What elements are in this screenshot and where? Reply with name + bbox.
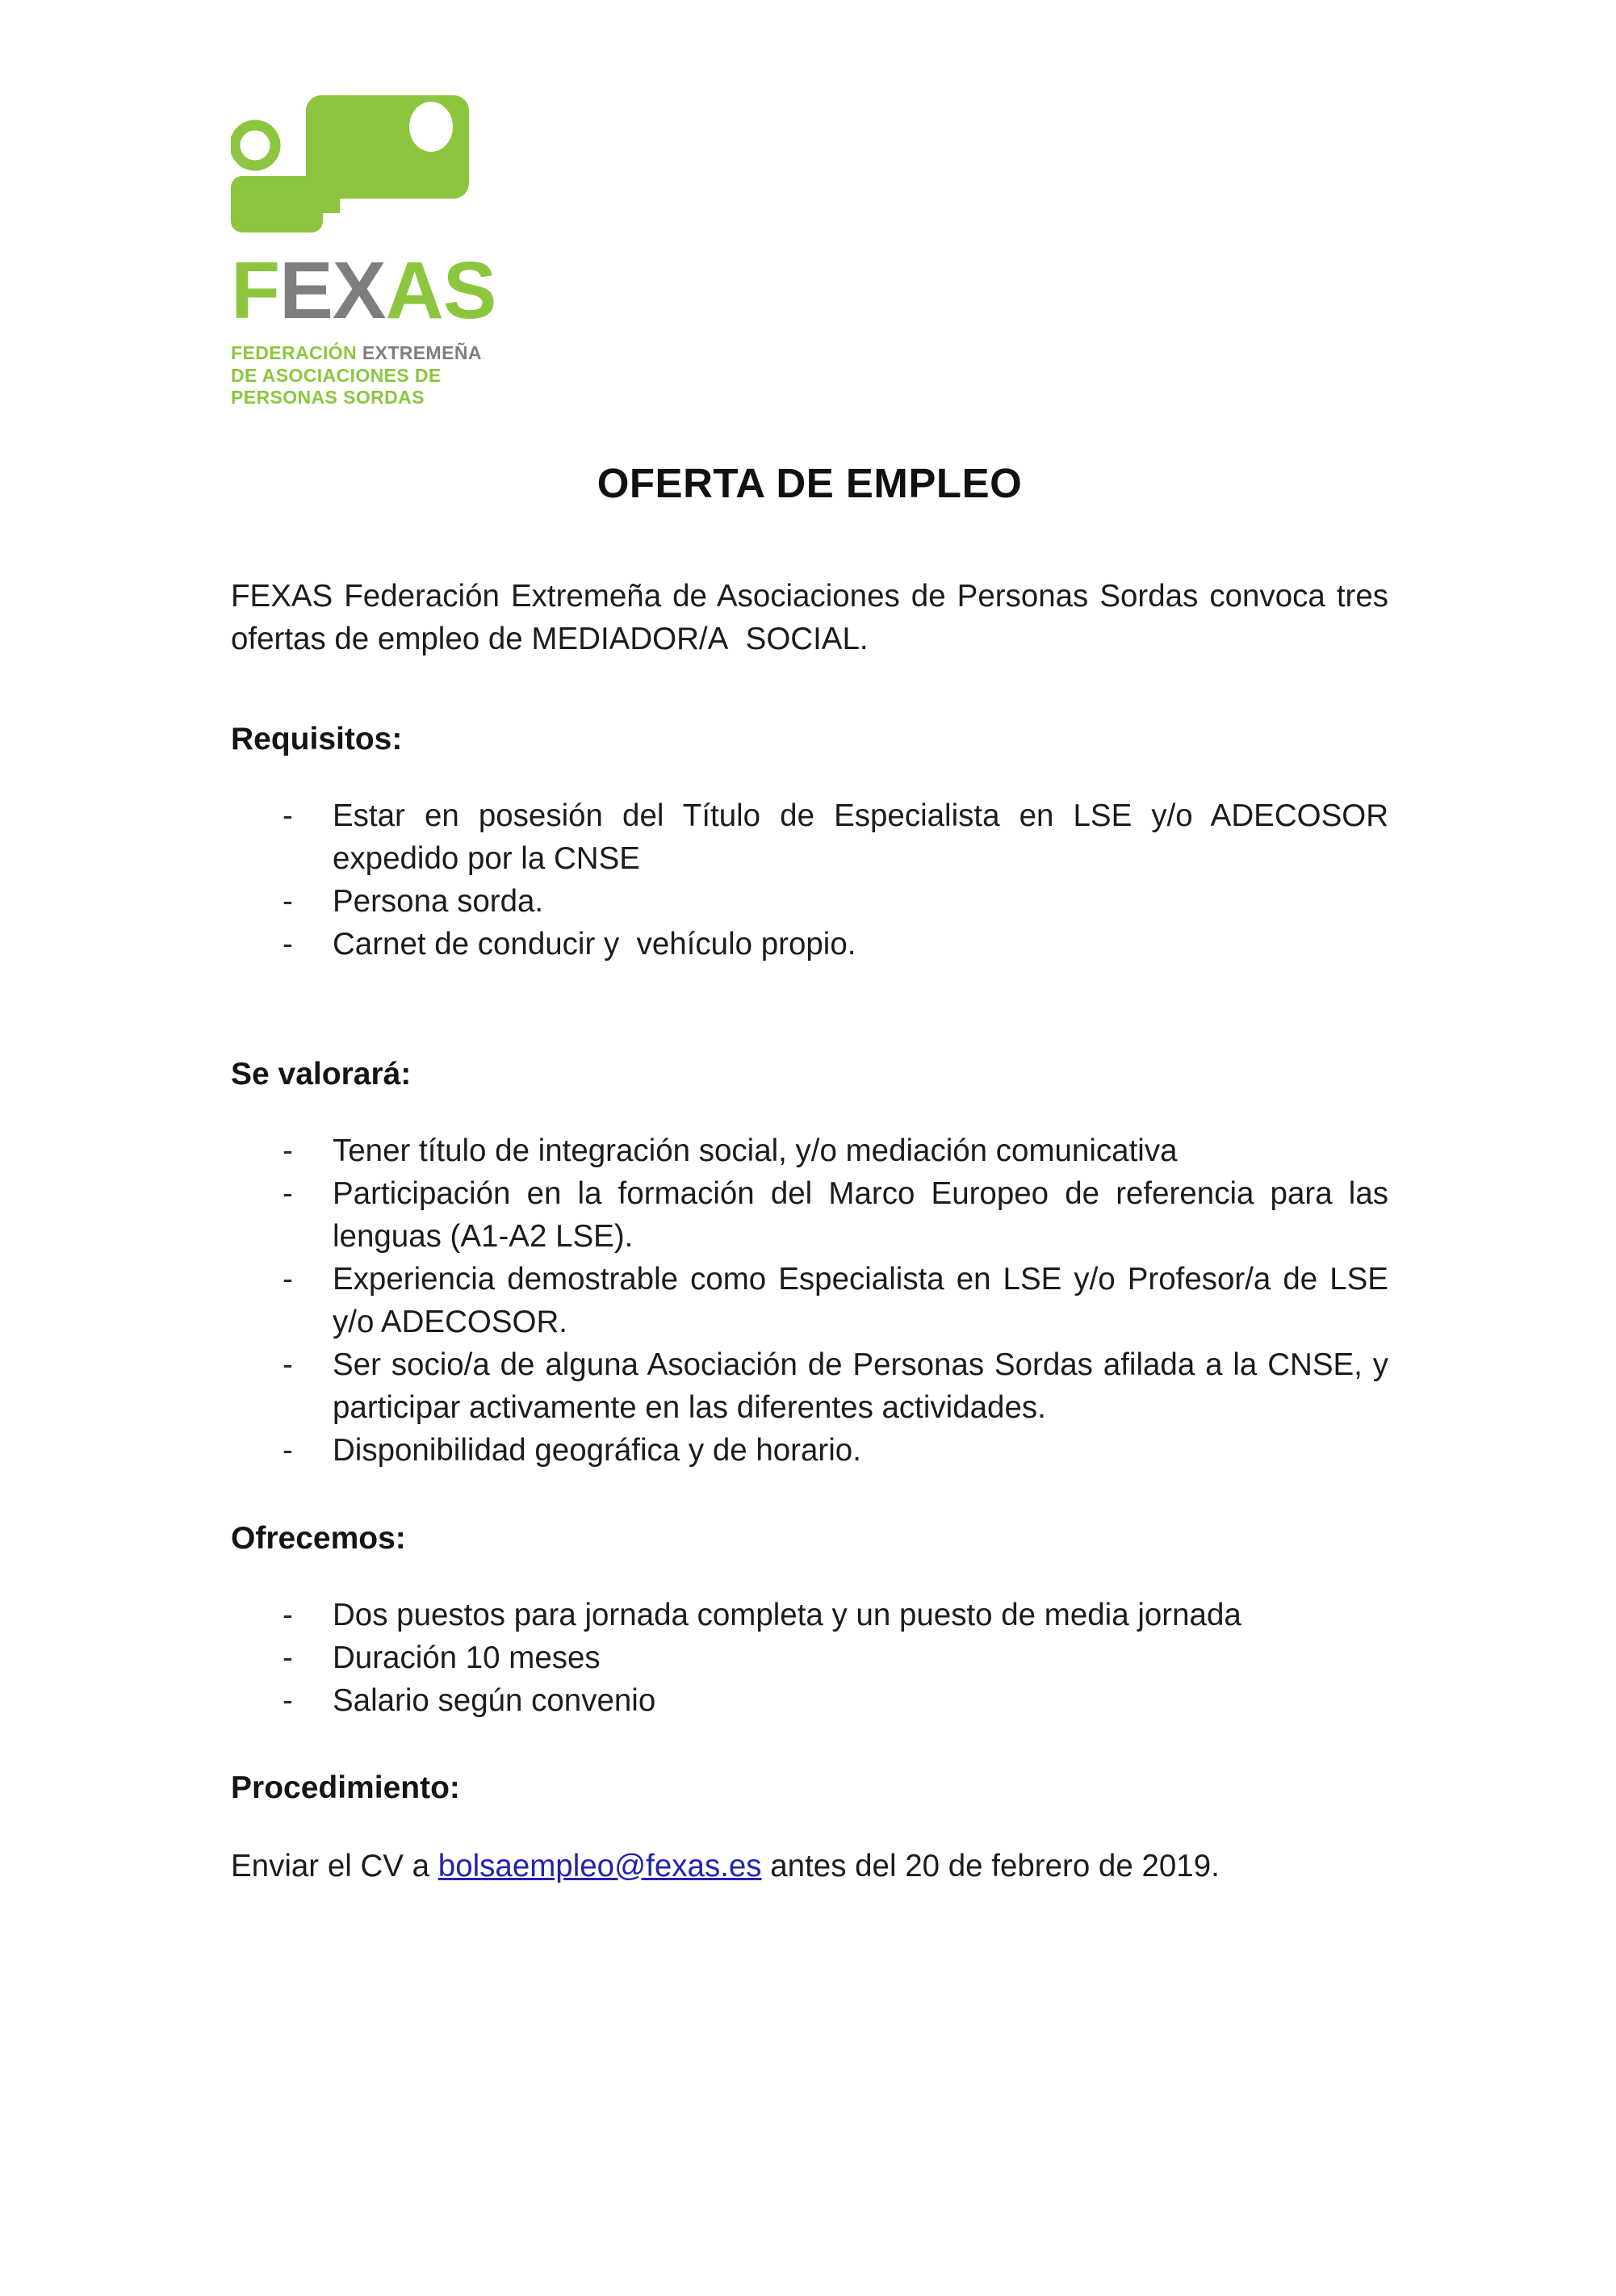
bullet-dash: - [283,1347,293,1383]
list-item [231,1594,1388,1636]
list-item-text: Experiencia demostrable como Especialista en LSE y/o Profesor/a de LSE y/o ADECOSOR. [333,1261,1388,1340]
list-item-text: Duración 10 meses [333,1640,601,1675]
section-heading-procedimiento: Procedimiento: [231,1770,460,1805]
bullet-dash: - [283,1261,293,1297]
bullet-dash: - [283,1640,293,1675]
page-title: OFERTA DE EMPLEO [597,459,1023,506]
section-heading-requisitos: Requisitos: [231,722,403,757]
logo-wordmark-as: AS [385,245,496,336]
list-item-text: Ser socio/a de alguna Asociación de Personas Sordas afilada a la CNSE, y participar activamente en las diferentes actividades. [333,1347,1388,1426]
list-item [231,1636,1388,1679]
logo-subtitle-line1 [231,342,1388,365]
logo-wordmark-ex: EX [279,245,386,336]
bullet-dash: - [283,1433,293,1469]
section-heading-ofrecemos: Ofrecemos: [231,1520,406,1556]
bullet-dash: - [283,1133,293,1168]
bullet-dash: - [283,1597,293,1632]
list-item-text: Tener título de integración social, y/o mediación comunicativa [333,1133,1178,1168]
procedure-text-after: antes del 20 de febrero de 2019. [761,1848,1220,1883]
bullet-dash: - [283,927,293,962]
se-valorara-list [231,1129,1388,1473]
list-item [231,923,1388,966]
logo-subtitle-extremena: EXTREMEÑA [362,342,482,363]
list-item-text: Dos puestos para jornada completa y un puesto de media jornada [333,1597,1241,1632]
list-item-text: Disponibilidad geográfica y de horario. [333,1433,861,1469]
logo-subtitle-line3: PERSONAS SORDAS [231,387,425,409]
logo-wordmark [231,245,1388,336]
logo-subtitle-federacion: FEDERACIÓN [231,342,358,363]
bullet-dash: - [283,1175,293,1211]
fexas-logo-icon [231,95,473,237]
list-item [231,794,1388,880]
list-item [231,1679,1388,1722]
list-item-text: Salario según convenio [333,1682,656,1718]
logo-subtitle [231,342,1388,409]
section-heading-se-valorara: Se valorará: [231,1056,412,1091]
bullet-dash: - [283,798,293,834]
list-item [231,880,1388,923]
email-link[interactable]: bolsaempleo@fexas.es [437,1848,762,1883]
logo-subtitle-line2: DE ASOCIACIONES DE [231,364,442,386]
list-item [231,1429,1388,1472]
requisitos-list [231,794,1388,966]
bullet-dash: - [283,1682,293,1718]
list-item [231,1129,1388,1172]
list-item [231,1343,1388,1429]
list-item-text: Persona sorda. [333,884,544,920]
bullet-dash: - [283,884,293,920]
ofrecemos-list [231,1594,1388,1722]
fexas-logo [231,95,1388,409]
list-item-text: Carnet de conducir y vehículo propio. [333,927,856,962]
list-item [231,1258,1388,1343]
list-item [231,1172,1388,1258]
logo-wordmark-f: F [231,245,280,336]
procedure-text-before: Enviar el CV a [231,1848,438,1883]
list-item-text: Participación en la formación del Marco Europeo de referencia para las lenguas (A1-A2 LSE). [333,1175,1388,1254]
list-item-text: Estar en posesión del Título de Especialista en LSE y/o ADECOSOR expedido por la CNSE [333,798,1388,877]
intro-paragraph: FEXAS Federación Extremeña de Asociaciones de Personas Sordas convoca tres ofertas de empleo de MEDIADOR/A SOCIAL. [231,578,1388,656]
procedure-line [231,1845,1388,1887]
